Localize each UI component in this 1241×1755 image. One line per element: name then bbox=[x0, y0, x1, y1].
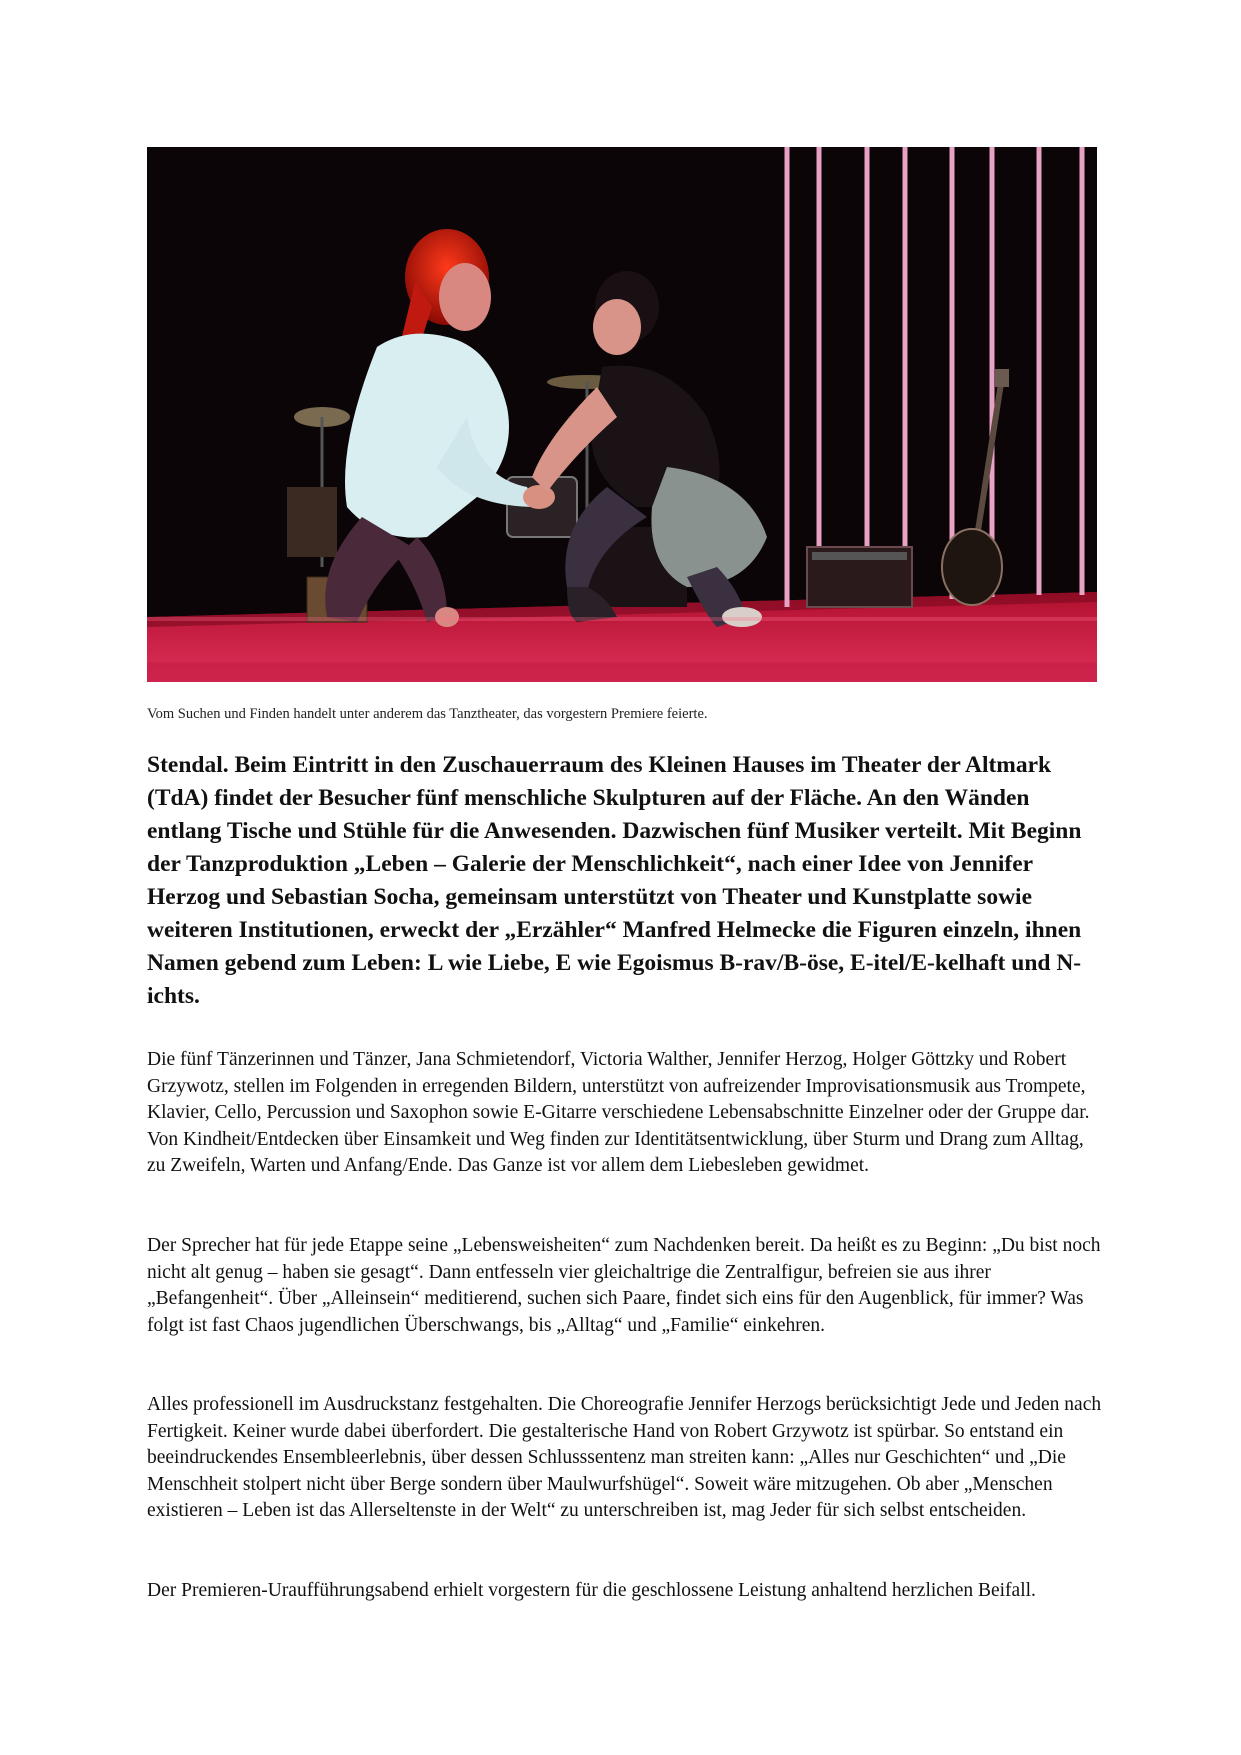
body-paragraph-1: Die fünf Tänzerinnen und Tänzer, Jana Schmietendorf, Victoria Walther, Jennifer Herzog, Holger Göttzky und Robert Grzywotz, stellen im Folgenden in erregenden Bildern, unterstützt von aufreizender Improvisationsmusik aus Trompete, Klavier, Cello, Percussion und Saxophon sowie E-Gitarre verschiedene Lebensabschnitte Einzelner oder der Gruppe dar. Von Kindheit/Entdecken über Einsamkeit und Weg finden zur Identitätsentwicklung, über Sturm und Drang zum Alltag, zu Zweifeln, Warten und Anfang/Ende. Das Ganze ist vor allem dem Liebesleben gewidmet. bbox=[147, 1049, 1090, 1176]
body-paragraph-4: Der Premieren-Uraufführungsabend erhielt vorgestern für die geschlossene Leistung anhaltend herzlichen Beifall. bbox=[147, 1580, 1036, 1601]
article-photo bbox=[147, 147, 1097, 682]
body-paragraph-3: Alles professionell im Ausdruckstanz festgehalten. Die Choreografie Jennifer Herzogs berücksichtigt Jede und Jeden nach Fertigkeit. Keiner wurde dabei überfordert. Die gestalterische Hand von Robert Grzywotz ist spürbar. So entstand ein beeindruckendes Ensembleerlebnis, über dessen Schlusssentenz man streiten kann: „Alles nur Geschichten“ und „Die Menschheit stolpert nicht über Berge sondern über Maulwurfshügel“. Soweit wäre mitzugehen. Ob aber „Menschen existieren – Leben ist das Allerseltenste in der Welt“ zu unterschreiben ist, mag Jeder für sich selbst entscheiden. bbox=[147, 1394, 1102, 1521]
body-paragraph-2: Der Sprecher hat für jede Etappe seine „Lebensweisheiten“ zum Nachdenken bereit. Da heißt es zu Beginn: „Du bist noch nicht alt genug – haben sie gesagt“. Dann entfesseln vier gleichaltrige die Zentralfigur, befreien sie aus ihrer „Befangenheit“. Über „Alleinsein“ meditierend, suchen sich Paare, findet sich eins für den Augenblick, für immer? Was folgt ist fast Chaos jugendlichen Überschwangs, bis „Alltag“ und „Familie“ einkehren. bbox=[147, 1235, 1101, 1336]
photo-caption: Vom Suchen und Finden handelt unter anderem das Tanztheater, das vorgestern Premiere feierte. bbox=[147, 706, 708, 722]
lead-paragraph: Stendal. Beim Eintritt in den Zuschauerraum des Kleinen Hauses im Theater der Altmark (TdA) findet der Besucher fünf menschliche Skulpturen auf der Fläche. An den Wänden entlang Tische und Stühle für die Anwesenden. Dazwischen fünf Musiker verteilt. Mit Beginn der Tanzproduktion „Leben – Galerie der Menschlichkeit“, nach einer Idee von Jennifer Herzog und Sebastian Socha, gemeinsam unterstützt von Theater und Kunstplatte sowie weiteren Institutionen, erweckt der „Erzähler“ Manfred Helmecke die Figuren einzeln, ihnen Namen gebend zum Leben: L wie Liebe, E wie Egoismus B-rav/B-öse, E-itel/E-kelhaft und N-ichts. bbox=[147, 752, 1082, 1009]
